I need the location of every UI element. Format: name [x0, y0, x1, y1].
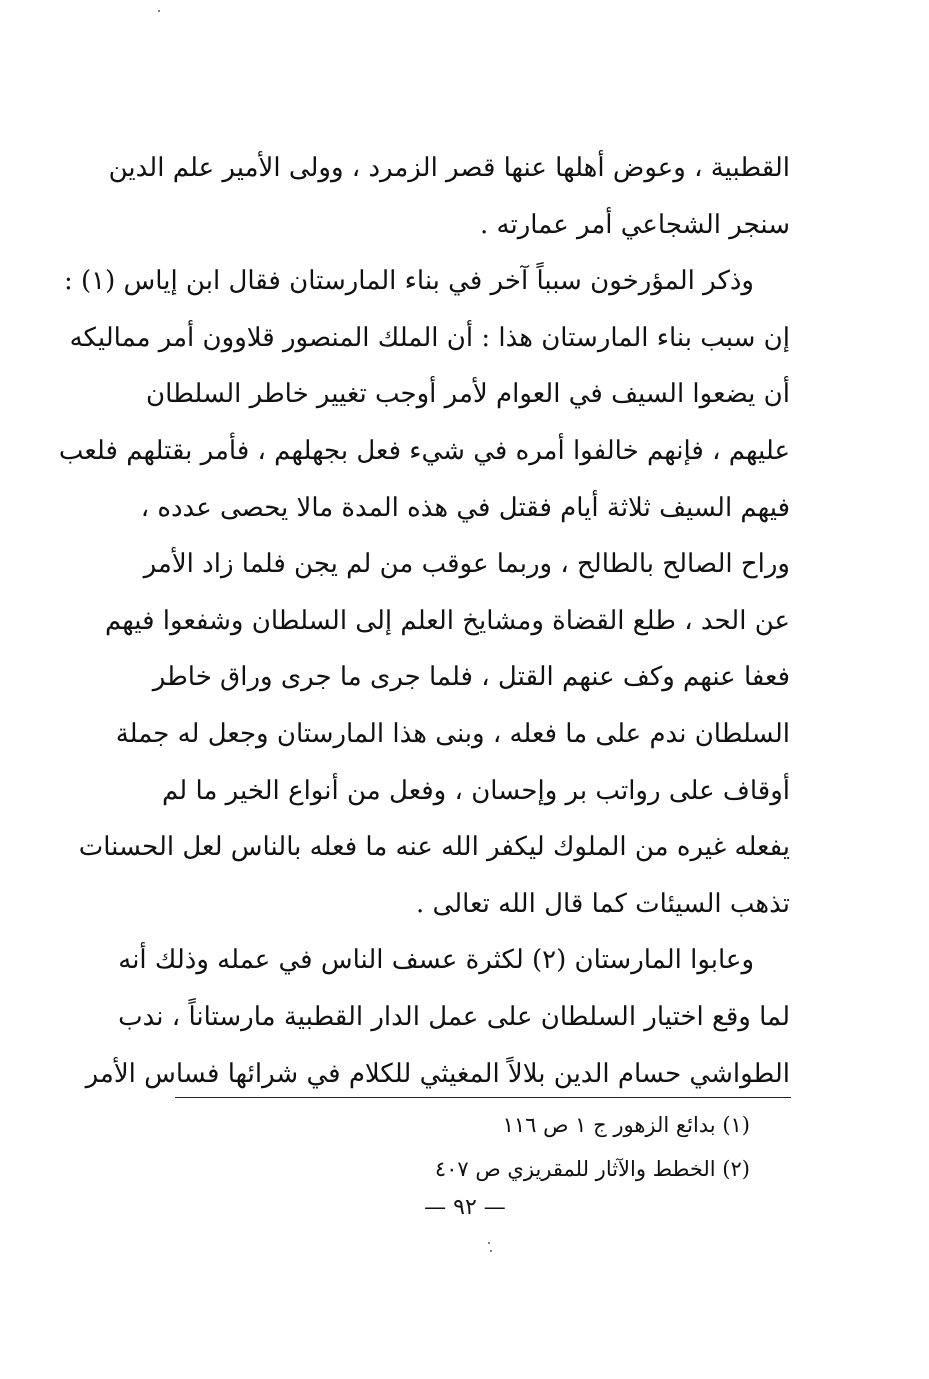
body-line-6: عليهم ، فإنهم خالفوا أمره في شيء فعل بجهلهم ، فأمر بقتلهم فلعب [58, 435, 790, 466]
body-line-16: لما وقع اختيار السلطان على عمل الدار القطبية مارستاناً ، ندب [118, 1001, 790, 1032]
body-line-10: فعفا عنهم وكف عنهم القتل ، فلما جرى ما جرى وراق خاطر [152, 662, 790, 693]
footnote-1: (١) بدائع الزهور ج ١ ص ١١٦ [502, 1113, 750, 1137]
scan-speck [158, 10, 160, 12]
body-line-12: أوقاف على رواتب بر وإحسان ، وفعل من أنواع الخير ما لم [162, 775, 790, 806]
body-line-2: سنجر الشجاعي أمر عمارته . [479, 209, 790, 240]
footnotes [175, 1103, 750, 1191]
body-line-13: يفعله غيره من الملوك ليكفر الله عنه ما فعله بالناس لعل الحسنات [78, 832, 790, 863]
body-line-3: وذكر المؤرخون سبباً آخر في بناء المارستان فقال ابن إياس (١) : [64, 266, 754, 297]
body-line-9: عن الحد ، طلع القضاة ومشايخ العلم إلى السلطان وشفعوا فيهم [104, 605, 790, 636]
body-line-5: أن يضعوا السيف في العوام لأمر أوجب تغيير خاطر السلطان [146, 379, 790, 410]
body-line-1: القطبية ، وعوض أهلها عنها قصر الزمرد ، وولى الأمير علم الدين [108, 153, 790, 183]
scan-speck [488, 1242, 490, 1244]
body-line-4: إن سبب بناء المارستان هذا : أن الملك المنصور قلاوون أمر مماليكه [69, 322, 790, 353]
body-line-14: تذهب السيئات كما قال الله تعالى . [416, 888, 790, 919]
body-line-7: فيهم السيف ثلاثة أيام فقتل في هذه المدة مالا يحصى عدده ، [140, 492, 790, 523]
body-line-15: وعابوا المارستان (٢) لكثرة عسف الناس في عمله وذلك أنه [118, 945, 754, 976]
footnote-divider [175, 1097, 791, 1098]
body-text [58, 140, 790, 1102]
footnote-2: (٢) الخطط والآثار للمقريزي ص ٤٠٧ [434, 1157, 750, 1181]
body-line-11: السلطان ندم على ما فعله ، وبنى هذا المارستان وجعل له جملة [115, 718, 790, 749]
page-number: — ٩٢ — [424, 1195, 506, 1220]
scan-speck [490, 1250, 492, 1252]
body-line-8: وراح الصالح بالطالح ، وربما عوقب من لم يجن فلما زاد الأمر [143, 549, 790, 580]
body-line-17: الطواشي حسام الدين بلالاً المغيثي للكلام في شرائها فساس الأمر [85, 1058, 790, 1089]
